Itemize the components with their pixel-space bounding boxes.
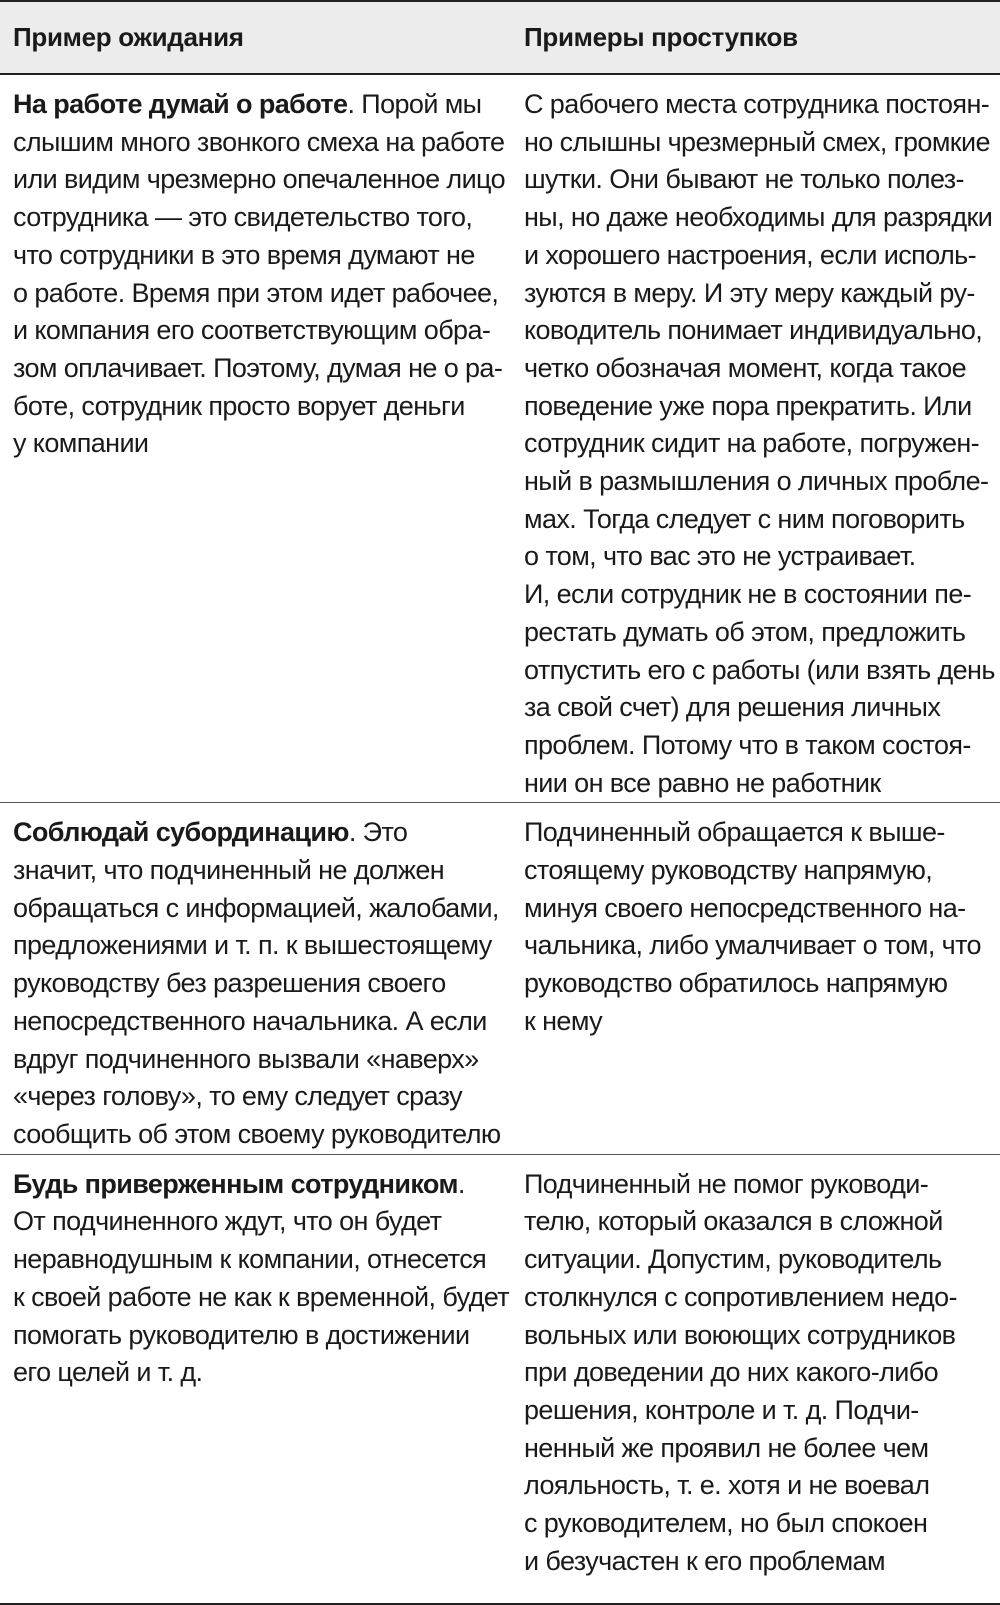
expectation-cell xyxy=(0,74,510,803)
text-line: и хорошего настроения, если исполь- xyxy=(524,239,977,270)
expectation-first-line: Соблюдай субординацию. Это xyxy=(13,817,408,848)
text-line: От подчиненного ждут, что он будет xyxy=(13,1206,442,1237)
violations-cell xyxy=(510,74,1000,803)
text-line: помогать руководителю в достижении xyxy=(13,1319,470,1350)
expectation-first-line: Будь приверженным сотрудником. xyxy=(13,1168,465,1199)
text-line: что сотрудники в это время думают не xyxy=(13,239,475,270)
text-line: руководство обратилось напрямую xyxy=(524,968,948,999)
expectation-lead: На работе думай о работе xyxy=(13,89,348,119)
text-line: за свой счет) для решения личных xyxy=(524,692,941,723)
text-line: столкнулся с сопротивлением недо- xyxy=(524,1281,957,1312)
text-line: сообщить об этом своему руководителю xyxy=(13,1118,501,1149)
table-row xyxy=(0,1154,1000,1604)
table-row xyxy=(0,74,1000,803)
text-line: четко обозначая момент, когда такое xyxy=(524,352,967,383)
text-line: Подчиненный не помог руководи- xyxy=(524,1168,929,1199)
text-line: поведение уже пора прекратить. Или xyxy=(524,390,972,421)
text-line: его целей и т. д. xyxy=(13,1357,203,1388)
text-line: значит, что подчиненный не должен xyxy=(13,855,445,886)
text-line: руководству без разрешения своего xyxy=(13,968,446,999)
text-line: предложениями и т. п. к вышестоящему xyxy=(13,930,492,961)
text-line: ны, но даже необходимы для разрядки xyxy=(524,202,993,233)
text-line: к своей работе не как к временной, будет xyxy=(13,1281,510,1312)
text-line: стоящему руководству напрямую, xyxy=(524,855,933,886)
text-line: С рабочего места сотрудника постоян- xyxy=(524,89,990,119)
text-line: проблем. Потому что в таком состоя- xyxy=(524,729,971,760)
header-expectation: Пример ожидания xyxy=(0,1,510,74)
text-line: и компания его соответствующим обра- xyxy=(13,315,491,346)
header-violations: Примеры проступков xyxy=(510,1,1000,74)
text-line: чальника, либо умалчивает о том, что xyxy=(524,930,981,961)
text-line: с руководителем, но был спокоен xyxy=(524,1508,928,1539)
text-line: ководитель понимает индивидуально, xyxy=(524,315,983,346)
text-line: ненный же проявил не более чем xyxy=(524,1432,929,1463)
text-line: зуются в меру. И эту меру каждый ру- xyxy=(524,277,975,308)
text-line: «через голову», то ему следует сразу xyxy=(13,1081,463,1112)
expectation-cell xyxy=(0,1154,510,1604)
text-line: о работе. Время при этом идет рабочее, xyxy=(13,277,499,308)
text-line: при доведении до них какого-либо xyxy=(524,1357,938,1388)
text-line: минуя своего непосредственного на- xyxy=(524,892,966,923)
text-line: вольных или воюющих сотрудников xyxy=(524,1319,956,1350)
text-line: и безучастен к его проблемам xyxy=(524,1545,885,1576)
text-line: ный в размышления о личных пробле- xyxy=(524,466,989,497)
expectation-cell xyxy=(0,803,510,1154)
text-line: обращаться с информацией, жалобами, xyxy=(13,892,499,923)
expectation-first-line: На работе думай о работе. Порой мы xyxy=(13,89,482,119)
text-line: вдруг подчиненного вызвали «наверх» xyxy=(13,1043,479,1074)
text-line: о том, что вас это не устраивает. xyxy=(524,541,916,572)
text-line: лояльность, т. е. хотя и не воевал xyxy=(524,1470,930,1501)
text-line: сотрудник сидит на работе, погружен- xyxy=(524,428,980,459)
table-row xyxy=(0,803,1000,1154)
text-line: или видим чрезмерно опечаленное лицо xyxy=(13,164,506,195)
text-line: ситуации. Допустим, руководитель xyxy=(524,1244,942,1275)
text-line: зом оплачивает. Поэтому, думая не о ра- xyxy=(13,352,503,383)
text-line: сотрудника — это свидетельство того, xyxy=(13,202,473,233)
text-line: шутки. Они бывают не только полез- xyxy=(524,164,964,195)
text-line: телю, который оказался в сложной xyxy=(524,1206,943,1237)
text-line: боте, сотрудник просто ворует деньги xyxy=(13,390,465,421)
text-line: к нему xyxy=(524,1005,603,1036)
text-line: мах. Тогда следует с ним поговорить xyxy=(524,503,965,534)
text-line: Подчиненный обращается к выше- xyxy=(524,817,945,848)
expectation-lead: Будь приверженным сотрудником xyxy=(13,1168,458,1199)
text-line: у компании xyxy=(13,428,149,459)
text-line: отпустить его с работы (или взять день xyxy=(524,654,995,685)
text-line: непосредственного начальника. А если xyxy=(13,1005,487,1036)
table-header-row xyxy=(0,1,1000,74)
text-line: решения, контроле и т. д. Подчи- xyxy=(524,1394,919,1425)
text-line: неравнодушным к компании, отнесется xyxy=(13,1244,487,1275)
text-line: нии он все равно не работник xyxy=(524,767,881,798)
violations-cell xyxy=(510,803,1000,1154)
violations-cell xyxy=(510,1154,1000,1604)
text-line: И, если сотрудник не в состоянии пе- xyxy=(524,579,972,610)
text-line: но слышны чрезмерный смех, громкие xyxy=(524,126,990,157)
text-line: рестать думать об этом, предложить xyxy=(524,616,966,647)
text-line: слышим много звонкого смеха на работе xyxy=(13,126,505,157)
expectation-lead: Соблюдай субординацию xyxy=(13,817,349,848)
